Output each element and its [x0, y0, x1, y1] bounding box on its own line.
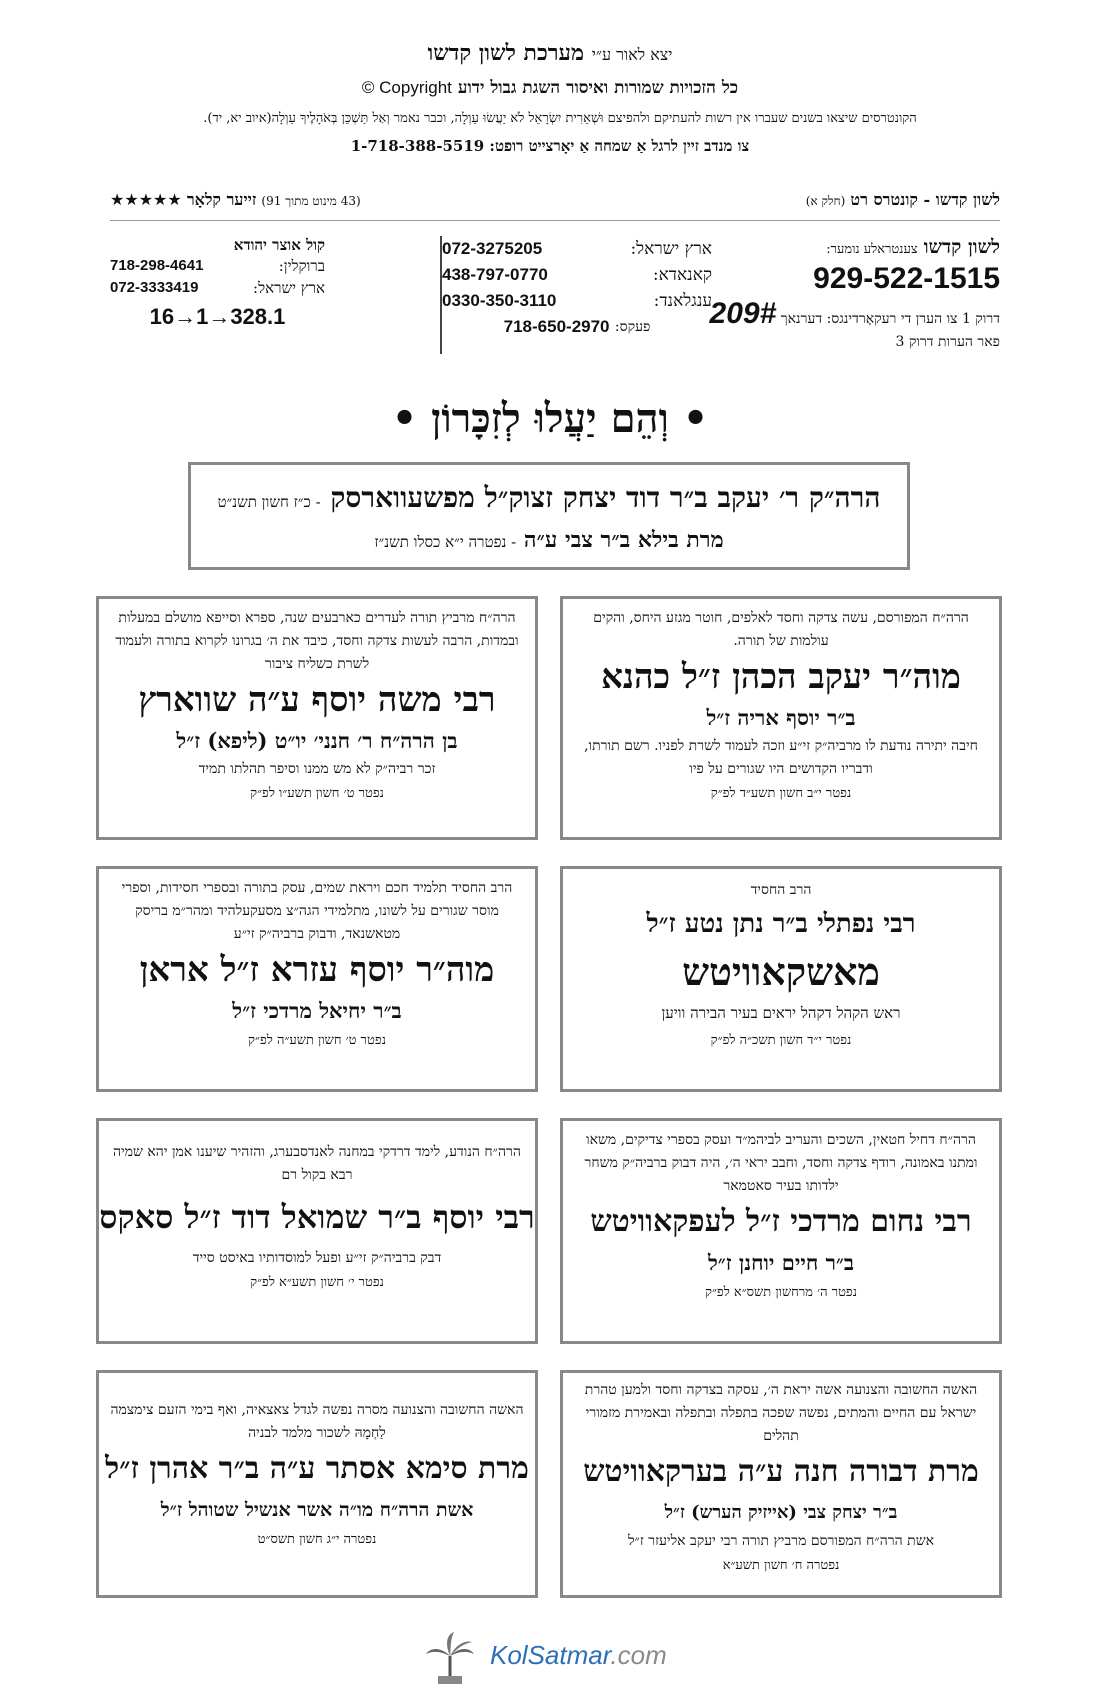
- memorial-box: [96, 596, 538, 840]
- box-name: רבי יוסף ב״ר שמואל דוד ז״ל סאקס: [99, 1198, 535, 1236]
- central-phone: 929-522-1515: [813, 262, 1000, 295]
- box-parent: אשת הרה״ח מו״ה אשר אנשיל שטוהל ז״ל: [160, 1499, 474, 1521]
- box-parent: ב״ר יצחק צבי (אייזיק הערש) ז״ל: [664, 1502, 898, 1523]
- notice-line: הקונטרסים שיצאו בשנים שעברו אין רשות להעתיקם ולהפיצם וּשְׁאֵרִית יִשְׂרָאֵל לֹא יַעֲשׂוּ עַוְלָה, וכבר נאמר וְאַל תַּשְׁכֵּן בְּאֹהָלֶיךָ עַוְלָה(איוב יא, יד).: [203, 111, 917, 126]
- region-number: 438-797-0770: [442, 265, 548, 284]
- box-date: נפטר ט׳ חשון תשע״ו לפ״ק: [250, 786, 384, 801]
- kol-row: [110, 255, 325, 277]
- region-number: 0330-350-3110: [442, 291, 557, 310]
- footer-logo[interactable]: [420, 1628, 700, 1688]
- box-name: רבי נפתלי ב״ר נתן נטע ז״ל: [646, 909, 916, 939]
- kol-number: 072-3333419: [110, 279, 199, 296]
- booklet-bar: [110, 190, 1000, 221]
- box-parent: ב״ר יחיאל מרדכי ז״ל: [232, 998, 402, 1023]
- region-number: 072-3275205: [442, 239, 543, 258]
- box-intro: הרה״ח דחיל חטאין, השכים והעריב לביהמ״ד ועסק בספרי צדיקים, משאו ומתנו באמונה, רודף צדקה וחסד, וחבב יראי ה׳, היה דבוק ברביה״ק משחר ילדותו בעיר סאטמאר: [584, 1132, 978, 1194]
- fax-row: [442, 314, 712, 340]
- kol-label: ברוקלין:: [278, 257, 325, 275]
- box-surname: מאשקאוויטש: [682, 949, 880, 994]
- clarity-rating: [110, 190, 361, 210]
- publisher-title: מערכת לשון קדשו: [427, 40, 585, 66]
- region-row: [442, 288, 712, 314]
- box-intro: הרב החסיד תלמיד חכם ויראת שמים, עסק בתורה ובספרי חסידות, וספרי מוסר שגורים על לשונו, מתלמידי הגה״צ מסעקעלהיד ומהר״מ בריסק מטאשנאד, ודבוק ברביה״ק זי״ע: [121, 880, 513, 942]
- kol-title: קול אוצר יהודא: [233, 236, 325, 254]
- box-date: נפטר ט׳ חשון תשע״ה לפ״ק: [248, 1033, 386, 1048]
- box-date: נפטר י׳ חשון תשע״א לפ״ק: [250, 1275, 384, 1290]
- memorial-title: • וְהֵם יַעֲלוּ לְזִכָּרוֹן •: [391, 395, 709, 442]
- memorial-box: [96, 866, 538, 1092]
- memorial-box: [560, 1118, 1002, 1344]
- box-text: דבק ברביה״ק זי״ע ופעל למוסדותיו באיסט סייד: [192, 1250, 442, 1266]
- kol-row: [110, 277, 325, 299]
- brand-link[interactable]: [490, 1640, 667, 1671]
- box-text: אשת הרה״ח המפורסם מרביץ תורה רבי יעקב אליעזר ז״ל: [627, 1533, 935, 1549]
- copyright-text: Copyright ©: [361, 78, 452, 97]
- palm-tree-icon: [420, 1628, 480, 1688]
- main-name-1: הרה״ק ר׳ יעקב ב״ר דוד יצחק זצוק״ל מפשעווארסק: [330, 481, 881, 514]
- box-intro: הרב החסיד: [750, 882, 812, 898]
- fax-number: 718-650-2970: [503, 317, 610, 336]
- stars-icon: ★★★★★: [110, 190, 182, 209]
- main-date-2: - נפטרה י״א כסלו תשנ״ז: [374, 533, 517, 551]
- box-name: מרת סימא אסתר ע״ה ב״ר אהרן ז״ל: [105, 1451, 529, 1486]
- publisher-pre: יצא לאור ע״י: [591, 45, 673, 64]
- box-name: רבי נחום מרדכי ז״ל לעפקאוויטש: [590, 1204, 972, 1239]
- main-name-2: מרת בילא ב״ר צבי ע״ה: [523, 527, 724, 553]
- box-intro: הרה״ח מרביץ תורה לעדרים כארבעים שנה, ספרא וסייפא מושלם במעלות ובמדות, הרבה לעשות צדקה וחסד, כיבד את ה׳ בגרונו לקרוא בתורה ולעמוד לשרת כשליח ציבור: [115, 610, 519, 672]
- central-number-block: [700, 236, 1000, 351]
- memorial-box: [96, 1370, 538, 1598]
- box-intro: האשה החשובה והצנועה מסרה נפשה לגדל צאצאיה, ואף בימי הזעם צימצמה לַחְמָהּ לשכור מלמד לבניה: [110, 1402, 524, 1441]
- box-name: רבי משה יוסף ע״ה שווארץ: [138, 680, 496, 720]
- contact-info: [110, 236, 1000, 366]
- rating-label: זייער קלאָר: [186, 190, 257, 209]
- box-intro: הרה״ח המפורסם, עשה צדקה וחסד לאלפים, חוטר מגזע היחס, והקים עולמות של תורה.: [593, 610, 969, 649]
- publisher-line: [0, 40, 1100, 66]
- duration-note: (43 מינוט מתוך 91): [261, 194, 361, 208]
- memorial-box: [560, 596, 1002, 840]
- rights-text: כל הזכויות שמורות ואיסור השגת גבול ידוע: [457, 78, 739, 98]
- region-row: [442, 262, 712, 288]
- box-name: מוה״ר יעקב הכהן ז״ל כהנא: [601, 657, 961, 697]
- box-intro: הרה״ח הנודע, לימד דרדקי במחנה לאנדסבערג, והזהיר שיענו אמן יהא שמיה רבא בקול רם: [112, 1144, 521, 1183]
- central-label-small: צענטראלע נומער:: [826, 242, 918, 257]
- brand-tld: .com: [610, 1640, 667, 1670]
- box-date: נפטר ה׳ מרחשון תשס״א לפ״ק: [705, 1285, 857, 1300]
- region-label: ארץ ישראל:: [630, 239, 712, 259]
- press-instructions: דרוק 1 צו הערן די רעקאָרדינגס: דערנאך: [780, 311, 1000, 327]
- box-text: זכר רביה״ק לא מש ממנו וסיפר תהלתו תמיד: [198, 761, 436, 777]
- region-label: קאנאדא:: [652, 265, 712, 285]
- notes-instructions: פאר הערות דרוק 3: [895, 334, 1000, 350]
- booklet-title: [806, 190, 1000, 210]
- box-name: מוה״ר יוסף עזרא ז״ל אראן: [139, 950, 495, 990]
- box-text: חיבה יתירה נודעת לו מרביה״ק זי״ע וזכה לעמוד לשרת לפניו. רשם תורתו, ודבריו הקדושים היו שגורים על פיו: [584, 738, 978, 777]
- donor-line: צו מנדב זיין לרגל אַ שמחה אַ יאָרצייט רופט: 1-718-388-5519: [350, 137, 750, 155]
- region-row: [442, 236, 712, 262]
- booklet-name: לשון קדשו - קונטרס רט: [850, 190, 1000, 209]
- box-name: מרת דבורה חנה ע״ה בערקאוויטש: [583, 1454, 979, 1489]
- box-parent: בן הרה״ח ר׳ חנני׳ יו״ט (ליפא) ז״ל: [176, 728, 458, 753]
- main-date-1: - כ״ז חשון תשנ״ט: [217, 493, 321, 511]
- memorial-box: [96, 1118, 538, 1344]
- box-text: ראש הקהל דקהל יראים בעיר הבירה וויען: [661, 1004, 901, 1022]
- main-line-1: [191, 481, 907, 515]
- brand-name: KolSatmar: [490, 1640, 611, 1670]
- box-parent: ב״ר חיים יוחנן ז״ל: [707, 1250, 855, 1275]
- box-date: נפטר י״ד חשון תשכ״ה לפ״ק: [710, 1033, 852, 1048]
- box-intro: האשה החשובה והצנועה אשה יראת ה׳, עסקה בצדקה וחסד ולמען טהרת ישראל עם החיים והמתים, נפשה שפכה בתפלה ובתפלה ובאמירת מזמורי תהלים: [584, 1382, 978, 1444]
- central-label: לשון קדשו: [923, 236, 1000, 258]
- kol-code: 16→1→328.1: [149, 304, 286, 329]
- kol-otzar-block: [110, 236, 325, 335]
- main-line-2: [191, 527, 907, 553]
- box-date: נפטר י״ב חשון תשע״ד לפ״ק: [710, 786, 852, 801]
- kol-number: 718-298-4641: [110, 257, 204, 274]
- memorial-box: [560, 1370, 1002, 1598]
- booklet-part: (חלק א): [805, 194, 846, 208]
- region-label: ענגלאנד:: [653, 291, 712, 311]
- regional-numbers: [440, 236, 712, 354]
- fax-label: פעקס:: [614, 319, 651, 335]
- memorial-box: [560, 866, 1002, 1092]
- box-parent: ב״ר יוסף אריה ז״ל: [706, 705, 856, 730]
- rights-line: [0, 78, 1100, 98]
- main-memorial-box: [188, 462, 910, 570]
- kol-label: ארץ ישראל:: [253, 279, 325, 297]
- box-date: נפטרה י״ג חשון תשס״ט: [257, 1532, 377, 1547]
- box-date: נפטרה ח׳ חשון תשע״א: [722, 1558, 840, 1573]
- press-code: 209#: [709, 297, 777, 330]
